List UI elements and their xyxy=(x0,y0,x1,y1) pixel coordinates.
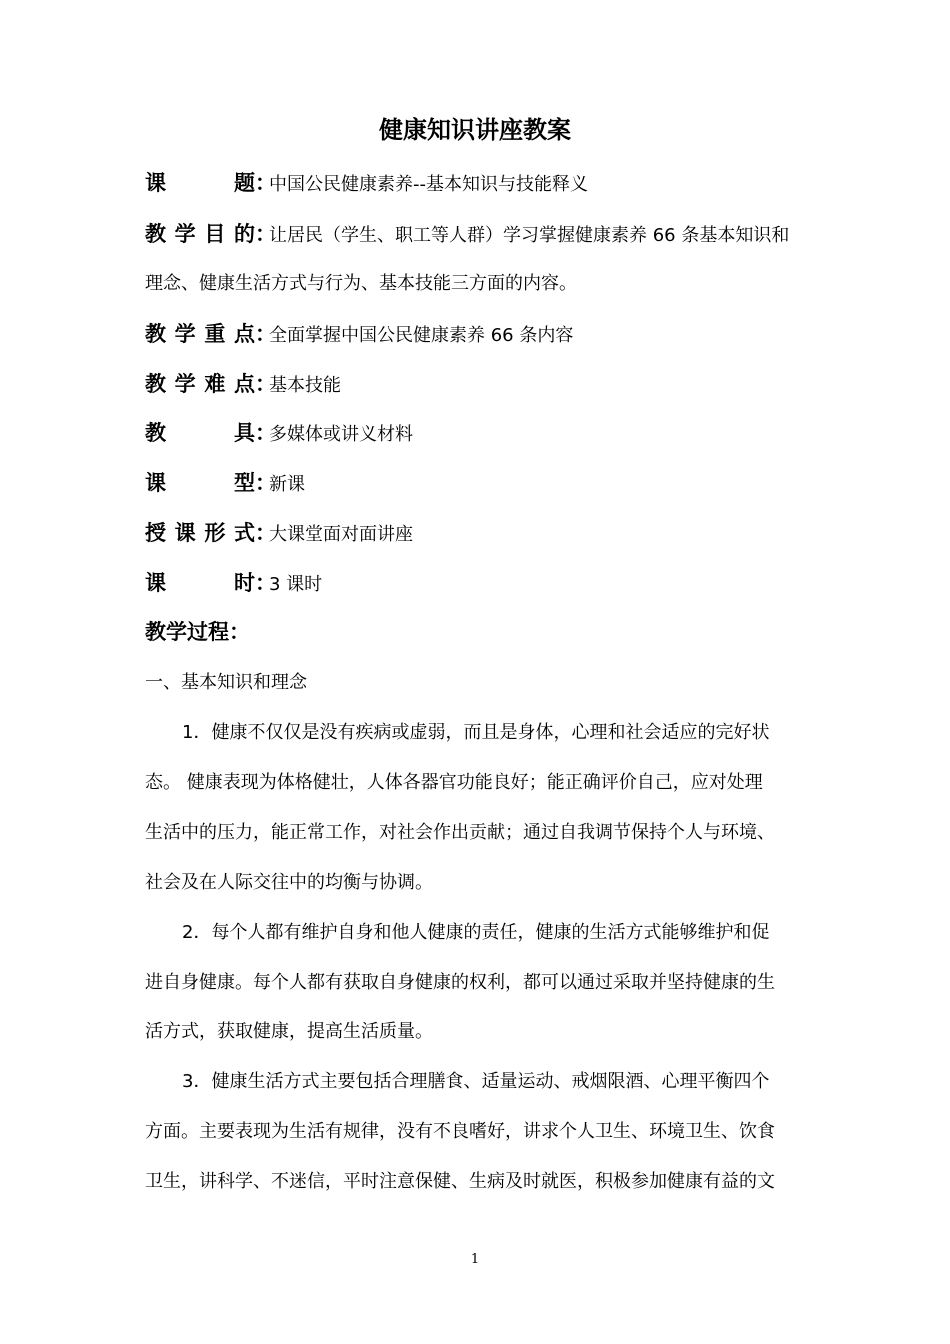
teaching-process-label: 教学过程： xyxy=(145,620,250,644)
field-colon: ： xyxy=(255,222,276,246)
field-topic xyxy=(145,168,815,200)
field-key-points-label: 教学重点 xyxy=(145,322,255,346)
paragraph-line: 进自身健康。每个人都有获取自身健康的权利，都可以通过采取并坚持健康的生 xyxy=(145,972,775,993)
field-colon: ： xyxy=(255,421,276,445)
field-topic-label: 课题 xyxy=(145,171,255,195)
field-difficulties-label: 教学难点 xyxy=(145,372,255,396)
field-objective-continuation: 理念、健康生活方式与行为、基本技能三方面的内容。 xyxy=(145,273,577,294)
field-teaching-format xyxy=(145,518,815,550)
field-class-hours-label: 课时 xyxy=(145,571,255,595)
field-class-hours-value: 3 课时 xyxy=(269,574,323,595)
field-objective-label: 教学目的 xyxy=(145,222,255,246)
field-colon: ： xyxy=(255,171,276,195)
field-colon: ： xyxy=(255,372,276,396)
paragraph-line: 活方式，获取健康，提高生活质量。 xyxy=(145,1021,433,1042)
field-key-points-value: 全面掌握中国公民健康素养 66 条内容 xyxy=(269,325,574,346)
field-colon: ： xyxy=(255,471,276,495)
paragraph-line: 生活中的压力，能正常工作，对社会作出贡献；通过自我调节保持个人与环境、 xyxy=(145,822,775,843)
field-colon: ： xyxy=(255,322,276,346)
field-colon: ： xyxy=(255,571,276,595)
paragraph-line: 态。 健康表现为体格健壮，人体各器官功能良好；能正确评价自己，应对处理 xyxy=(145,772,763,793)
field-teaching-aids-value: 多媒体或讲义材料 xyxy=(269,424,413,445)
paragraph-line: 方面。主要表现为生活有规律，没有不良嗜好，讲求个人卫生、环境卫生、饮食 xyxy=(145,1121,775,1142)
field-difficulties xyxy=(145,369,815,401)
field-lesson-type-label: 课型 xyxy=(145,471,255,495)
document-title: 健康知识讲座教案 xyxy=(379,116,571,144)
section-heading: 一、基本知识和理念 xyxy=(145,672,307,693)
paragraph-line: 3．健康生活方式主要包括合理膳食、适量运动、戒烟限酒、心理平衡四个 xyxy=(182,1071,770,1092)
paragraph-line: 社会及在人际交往中的均衡与协调。 xyxy=(145,872,433,893)
field-class-hours xyxy=(145,568,815,600)
field-colon: ： xyxy=(255,521,276,545)
field-difficulties-value: 基本技能 xyxy=(269,375,341,396)
paragraph-line: 2．每个人都有维护自身和他人健康的责任，健康的生活方式能够维护和促 xyxy=(182,922,770,943)
field-teaching-aids xyxy=(145,418,815,450)
field-teaching-format-label: 授课形式 xyxy=(145,521,255,545)
field-lesson-type xyxy=(145,468,815,500)
field-key-points xyxy=(145,319,815,351)
field-objective xyxy=(145,219,815,251)
field-topic-value: 中国公民健康素养--基本知识与技能释义 xyxy=(269,174,588,195)
paragraph-line: 卫生，讲科学、不迷信，平时注意保健、生病及时就医，积极参加健康有益的文 xyxy=(145,1171,775,1192)
field-teaching-aids-label: 教具 xyxy=(145,421,255,445)
page-number: 1 xyxy=(470,1252,480,1267)
field-teaching-format-value: 大课堂面对面讲座 xyxy=(269,524,413,545)
paragraph-line: 1．健康不仅仅是没有疾病或虚弱，而且是身体，心理和社会适应的完好状 xyxy=(182,722,770,743)
field-lesson-type-value: 新课 xyxy=(269,474,305,495)
field-objective-value: 让居民（学生、职工等人群）学习掌握健康素养 66 条基本知识和 xyxy=(269,225,790,246)
